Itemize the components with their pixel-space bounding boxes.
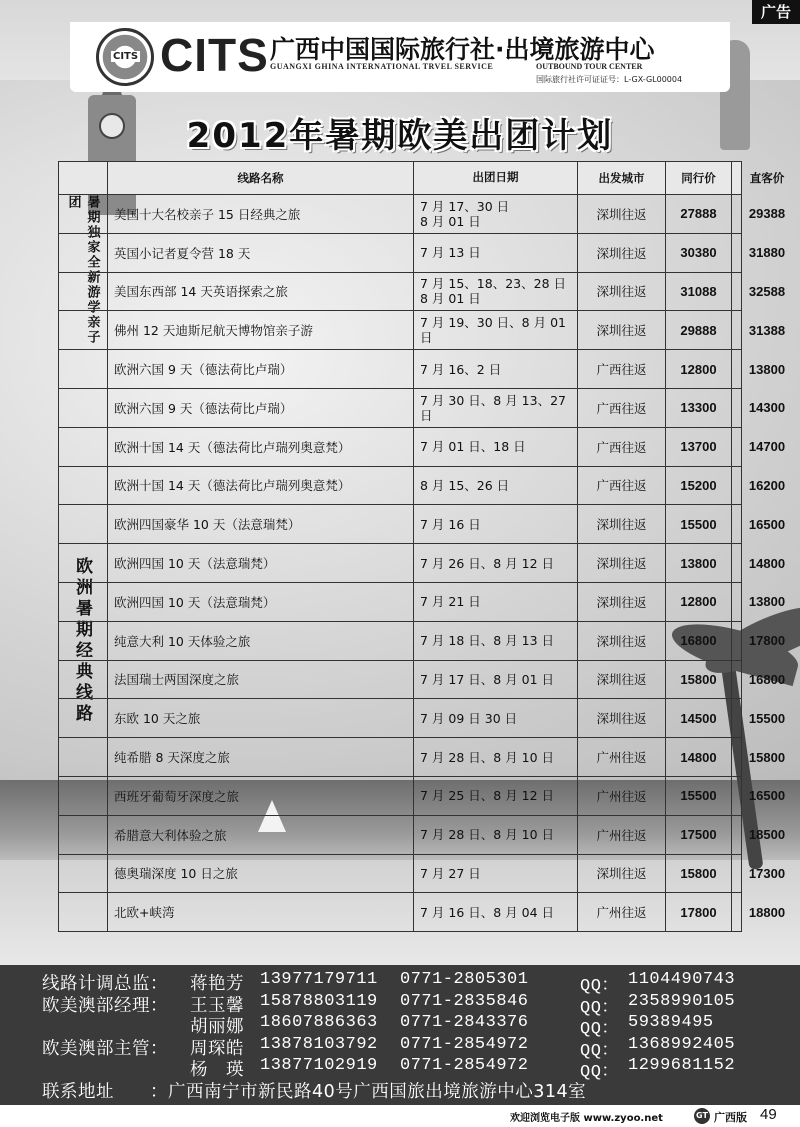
contact-phone: 0771-2843376 (400, 1013, 529, 1032)
peer-price: 12800 (666, 350, 732, 388)
date-line: 7 月 27 日 (420, 865, 481, 881)
qq-label: QQ： (580, 998, 619, 1018)
header-route-name: 线路名称 (108, 161, 414, 194)
peer-price: 15800 (666, 661, 732, 699)
route-name: 欧洲四国 10 天（法意瑞梵） (108, 544, 414, 582)
direct-price: 13800 (748, 594, 786, 610)
date-line: 8 月 01 日 (420, 213, 481, 229)
peer-price: 13700 (666, 428, 732, 466)
date-line: 7 月 30 日、8 月 13、27 日 (420, 392, 566, 423)
peer-price: 30380 (666, 234, 732, 272)
contact-qq: 1299681152 (628, 1056, 736, 1075)
date-line: 7 月 18 日、8 月 13 日 (420, 633, 555, 649)
date-line: 7 月 16、2 日 (420, 361, 502, 377)
departure-city: 广州往返 (578, 738, 666, 776)
center-name-en: OUTBOUND TOUR CENTER (536, 62, 643, 71)
route-name: 纯意大利 10 天体验之旅 (108, 622, 414, 660)
route-name: 欧洲六国 9 天（德法荷比卢瑞） (108, 350, 414, 388)
date-line: 7 月 01 日、18 日 (420, 439, 526, 455)
route-name: 纯希腊 8 天深度之旅 (108, 738, 414, 776)
contact-role: 欧美澳部主管： (42, 1038, 168, 1059)
departure-city: 深圳往返 (578, 699, 666, 737)
date-line: 7 月 17 日、8 月 01 日 (420, 671, 555, 687)
departure-city: 广州往返 (578, 816, 666, 854)
contact-phone: 0771-2854972 (400, 1056, 529, 1075)
direct-price: 18800 (748, 904, 786, 920)
qq-label: QQ： (580, 977, 619, 996)
header-date: 出团日期 (414, 161, 578, 194)
direct-price: 16500 (748, 788, 786, 804)
direct-price: 31880 (748, 245, 786, 261)
date-line: 7 月 09 日 30 日 (420, 710, 518, 726)
date-line: 7 月 17、30 日 (420, 198, 510, 214)
peer-price: 13800 (666, 544, 732, 582)
direct-price: 15500 (748, 710, 786, 726)
departure-city: 深圳往返 (578, 505, 666, 543)
peer-price: 13300 (666, 389, 732, 427)
contact-mobile: 18607886363 (260, 1013, 378, 1032)
contact-qq: 1104490743 (628, 970, 736, 989)
route-name: 法国瑞士两国深度之旅 (108, 661, 414, 699)
date-line: 7 月 16 日 (420, 516, 481, 532)
date-line: 7 月 28 日、8 月 10 日 (420, 749, 555, 765)
date-line: 7 月 21 日 (420, 594, 481, 610)
contact-qq: 1368992405 (628, 1034, 736, 1054)
contact-name: 王玉馨 (190, 995, 244, 1016)
contact-role: 线路计调总监： (42, 974, 168, 994)
date-line: 8 月 01 日 (420, 291, 481, 307)
direct-price: 15800 (748, 749, 786, 765)
site-link[interactable]: 欢迎浏览电子版 www.zyoo.net (510, 1113, 663, 1124)
ad-tag: 广告 (752, 0, 800, 24)
departure-city: 深圳往返 (578, 855, 666, 893)
direct-price: 17300 (748, 865, 786, 881)
date-line: 7 月 19、30 日、8 月 01 日 (420, 315, 566, 346)
direct-price: 17800 (748, 633, 786, 649)
direct-price: 14300 (748, 400, 786, 416)
route-name: 欧洲十国 14 天（德法荷比卢瑞列奥意梵） (108, 428, 414, 466)
route-name: 东欧 10 天之旅 (108, 699, 414, 737)
peer-price: 17800 (666, 893, 732, 931)
contact-phone: 0771-2805301 (400, 970, 529, 989)
departure-city: 深圳往返 (578, 544, 666, 582)
contact-name: 杨 瑛 (190, 1060, 244, 1080)
route-name: 西班牙葡萄牙深度之旅 (108, 777, 414, 815)
contact-phone: 0771-2854972 (400, 1034, 529, 1054)
date-line: 7 月 25 日、8 月 12 日 (420, 788, 555, 804)
header-city: 出发城市 (578, 161, 666, 194)
departure-city: 深圳往返 (578, 195, 666, 233)
date-line: 8 月 15、26 日 (420, 477, 510, 493)
contact-name: 胡丽娜 (190, 1017, 244, 1037)
peer-price: 31088 (666, 273, 732, 311)
route-name: 美国十大名校亲子 15 日经典之旅 (108, 195, 414, 233)
contact-footer (0, 965, 800, 1105)
departure-city: 广西往返 (578, 467, 666, 505)
contact-mobile: 13977179711 (260, 970, 378, 989)
date-line: 7 月 16 日、8 月 04 日 (420, 904, 555, 920)
departure-city: 深圳往返 (578, 622, 666, 660)
route-name: 德奥瑞深度 10 日之旅 (108, 855, 414, 893)
page-number: 49 (760, 1106, 777, 1123)
edition-label: 广西版 (714, 1111, 747, 1124)
cits-globe-logo (96, 28, 154, 86)
peer-price: 15200 (666, 467, 732, 505)
departure-city: 深圳往返 (578, 661, 666, 699)
direct-price: 14800 (748, 555, 786, 571)
route-name: 英国小记者夏令营 18 天 (108, 234, 414, 272)
departure-city: 广西往返 (578, 428, 666, 466)
route-name: 美国东西部 14 天英语探索之旅 (108, 273, 414, 311)
peer-price: 15500 (666, 505, 732, 543)
departure-city: 广西往返 (578, 389, 666, 427)
header-direct-price: 直客价 (749, 172, 785, 185)
contact-name: 周琛皓 (190, 1038, 244, 1059)
peer-price: 15500 (666, 777, 732, 815)
date-line: 7 月 13 日 (420, 245, 481, 261)
contact-phone: 0771-2835846 (400, 991, 529, 1011)
guangxi-logo-icon: GT (694, 1108, 710, 1124)
address-label: 联系地址 (42, 1082, 114, 1102)
table-frame (58, 161, 742, 932)
departure-city: 广州往返 (578, 777, 666, 815)
date-line: 7 月 28 日、8 月 10 日 (420, 827, 555, 843)
group-label-europe: 欧洲暑期经典线路 (58, 350, 108, 932)
peer-price: 15800 (666, 855, 732, 893)
route-name: 北欧+峡湾 (108, 893, 414, 931)
peer-price: 16800 (666, 622, 732, 660)
company-name-cn: 广西中国国际旅行社·出境旅游中心 (270, 35, 655, 64)
peer-price: 14800 (666, 738, 732, 776)
logo-small-text: CITS (113, 51, 139, 62)
brand-name: CITS (160, 29, 269, 81)
qq-label: QQ： (580, 1020, 619, 1039)
departure-city: 广西往返 (578, 350, 666, 388)
page-title: 2012年暑期欧美出团计划 (186, 116, 614, 156)
route-name: 欧洲六国 9 天（德法荷比卢瑞） (108, 389, 414, 427)
route-name: 欧洲十国 14 天（德法荷比卢瑞列奥意梵） (108, 467, 414, 505)
route-name: 欧洲四国 10 天（法意瑞梵） (108, 583, 414, 621)
route-name: 欧洲四国豪华 10 天（法意瑞梵） (108, 505, 414, 543)
contact-mobile: 13878103792 (260, 1034, 378, 1054)
departure-city: 深圳往返 (578, 583, 666, 621)
peer-price: 17500 (666, 816, 732, 854)
departure-city: 深圳往返 (578, 273, 666, 311)
direct-price: 29388 (748, 206, 786, 222)
direct-price: 18500 (748, 827, 786, 843)
contact-name: 蒋艳芳 (190, 974, 244, 994)
direct-price: 16800 (748, 671, 786, 687)
peer-price: 14500 (666, 699, 732, 737)
header-peer-price: 同行价 (666, 161, 732, 194)
bottom-bar (0, 1105, 800, 1127)
group-label-study-tour: 暑期独家全新游学亲子团 (58, 195, 108, 350)
departure-city: 深圳往返 (578, 234, 666, 272)
header (70, 22, 730, 92)
contact-qq: 2358990105 (628, 991, 736, 1011)
date-line: 7 月 26 日、8 月 12 日 (420, 555, 555, 571)
peer-price: 12800 (666, 583, 732, 621)
address-value: ：广西南宁市新民路40号广西国旅出境旅游中心314室 (150, 1082, 587, 1102)
direct-price: 13800 (748, 361, 786, 377)
contact-qq: 59389495 (628, 1013, 714, 1032)
direct-price: 14700 (748, 439, 786, 455)
contact-mobile: 13877102919 (260, 1056, 378, 1075)
departure-city: 深圳往返 (578, 311, 666, 349)
route-name: 希腊意大利体验之旅 (108, 816, 414, 854)
license-number: 国际旅行社许可证证号：L-GX-GL00004 (536, 75, 683, 84)
contact-mobile: 15878803119 (260, 991, 378, 1011)
qq-label: QQ： (580, 1041, 619, 1061)
direct-price: 16200 (748, 477, 786, 493)
direct-price: 16500 (748, 516, 786, 532)
company-name-en: GUANGXI GHINA INTERNATIONAL TRVEL SERVICE (270, 62, 494, 71)
qq-label: QQ： (580, 1063, 619, 1082)
direct-price: 32588 (748, 283, 786, 299)
peer-price: 29888 (666, 311, 732, 349)
route-name: 佛州 12 天迪斯尼航天博物馆亲子游 (108, 311, 414, 349)
direct-price: 31388 (748, 322, 786, 338)
date-line: 7 月 15、18、23、28 日 (420, 276, 566, 292)
contact-role: 欧美澳部经理： (42, 995, 168, 1016)
departure-city: 广州往返 (578, 893, 666, 931)
peer-price: 27888 (666, 195, 732, 233)
